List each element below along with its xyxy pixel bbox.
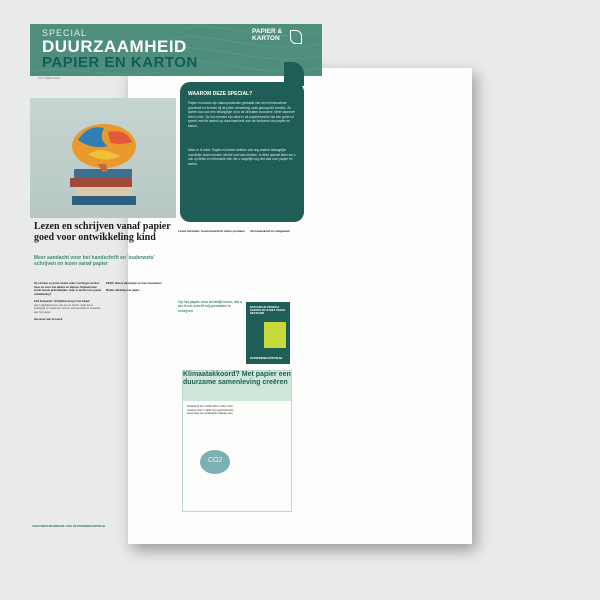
pull-quote: Op het papier voor bevallijk lezen, dat u als ik het schrift mij prestaties te schrijven <box>178 300 242 313</box>
logo-line2: KARTON <box>252 35 280 42</box>
climate-heading: Klimaatakkoord? Met papier een duurzame samenleving creëren <box>183 371 291 401</box>
advertisement-box <box>246 302 290 364</box>
article-column-1 <box>34 282 102 518</box>
col3-heading: Louise Schneider: Goed handschrift, betere prestaties <box>178 230 245 233</box>
special-kicker: SPECIAL <box>42 28 88 38</box>
co2-cloud-icon <box>200 450 230 474</box>
col2-heading: OESO: Betere teksbegrip en meer leesplezier <box>106 282 162 285</box>
why-special-para1: Papier en karton zijn natuurproducten gemaakt van een hernieuwbare grondstof en kunnen bij de juiste verwerking vaak gerecycled worden. Ze spelen dan ook een belangrijke rol in de circulaire economie. Meer daarover leest u hier. Op het moment zijn deze in de papierbranche dat een grote rol speelt, met de nadruk op duurzaamheid voor de toekomst van papier en karton. <box>188 101 296 128</box>
article-subhead: Meer aandacht voor het handschrift en 'ouderwets' schrijven en lezen vanaf papier <box>34 255 155 267</box>
why-special-box <box>180 82 304 222</box>
brain-books-photo <box>30 98 176 218</box>
brand-logo <box>252 28 282 42</box>
book <box>76 187 132 196</box>
article-column-4 <box>250 230 304 296</box>
ad-headline: NATUURLIJK PAPIER & KARTON ER IS NIET TEGEN BESTAAND <box>250 306 285 316</box>
climate-box <box>182 370 292 512</box>
article-column-2 <box>106 282 174 518</box>
why-special-heading: WAAROM DEZE SPECIAL? <box>188 91 253 97</box>
book <box>70 178 132 187</box>
col1-body: Het is digitalisering is niet per se slecht, maar het is belangrijk om naast het scherm ook aandacht te besteden aan het papier. <box>34 303 101 314</box>
logo-line1: PAPIER & <box>252 28 283 35</box>
col2-heading2: Minder afleiding met papier <box>106 289 140 293</box>
col4-heading: Van boekenboef tot collegebank <box>250 230 290 233</box>
co2-label: CO2 <box>208 457 223 464</box>
climate-body: Nederland wil in 2030 49% minder CO2 uitstoten dan in 1990. De papierindustrie levert daar een belangrijke bijdrage aan. <box>187 405 234 416</box>
brain-icon <box>68 120 140 172</box>
title-line2: PAPIER EN KARTON <box>42 54 198 71</box>
book <box>72 196 136 205</box>
ad-url: PAPIERENKARTON.NL <box>250 356 283 360</box>
col1-lead: Op scholen en je het steeds vaker: leerlingen werken meer en meer met tablets en laptops. Digitaal lezen wordt steeds gebruikelijker, maar is dat wel een goede ontwikkeling? <box>34 282 102 296</box>
leaf-icon <box>290 30 302 44</box>
col1-heading: Kirk Schneider: Schrijflink terug in het lokaal <box>34 299 90 303</box>
article-column-3 <box>178 230 246 296</box>
article-headline: Lezen en schrijven vanaf papier goed voor ontwikkeling kind <box>34 221 171 243</box>
footer-link: VOOR MEER INFORMATIE: KIJK OP PAPIERENKARTON.NL <box>32 525 106 528</box>
issue-date: OKTOBER 2023 <box>38 76 61 80</box>
ad-graphic <box>264 322 286 348</box>
title-line1: DUURZAAMHEID <box>42 37 187 56</box>
col1-heading2: Hersenen aan het werk <box>34 317 63 321</box>
why-special-para2: Maar er is meer. Papier en karton hebben ook nog andere belangrijke voordelen waar mensen minder snel aan denken. In deze special laten we u ook op feiten en informatie zien die u mogelijk nog niet wist over papier en karton. <box>188 148 296 166</box>
